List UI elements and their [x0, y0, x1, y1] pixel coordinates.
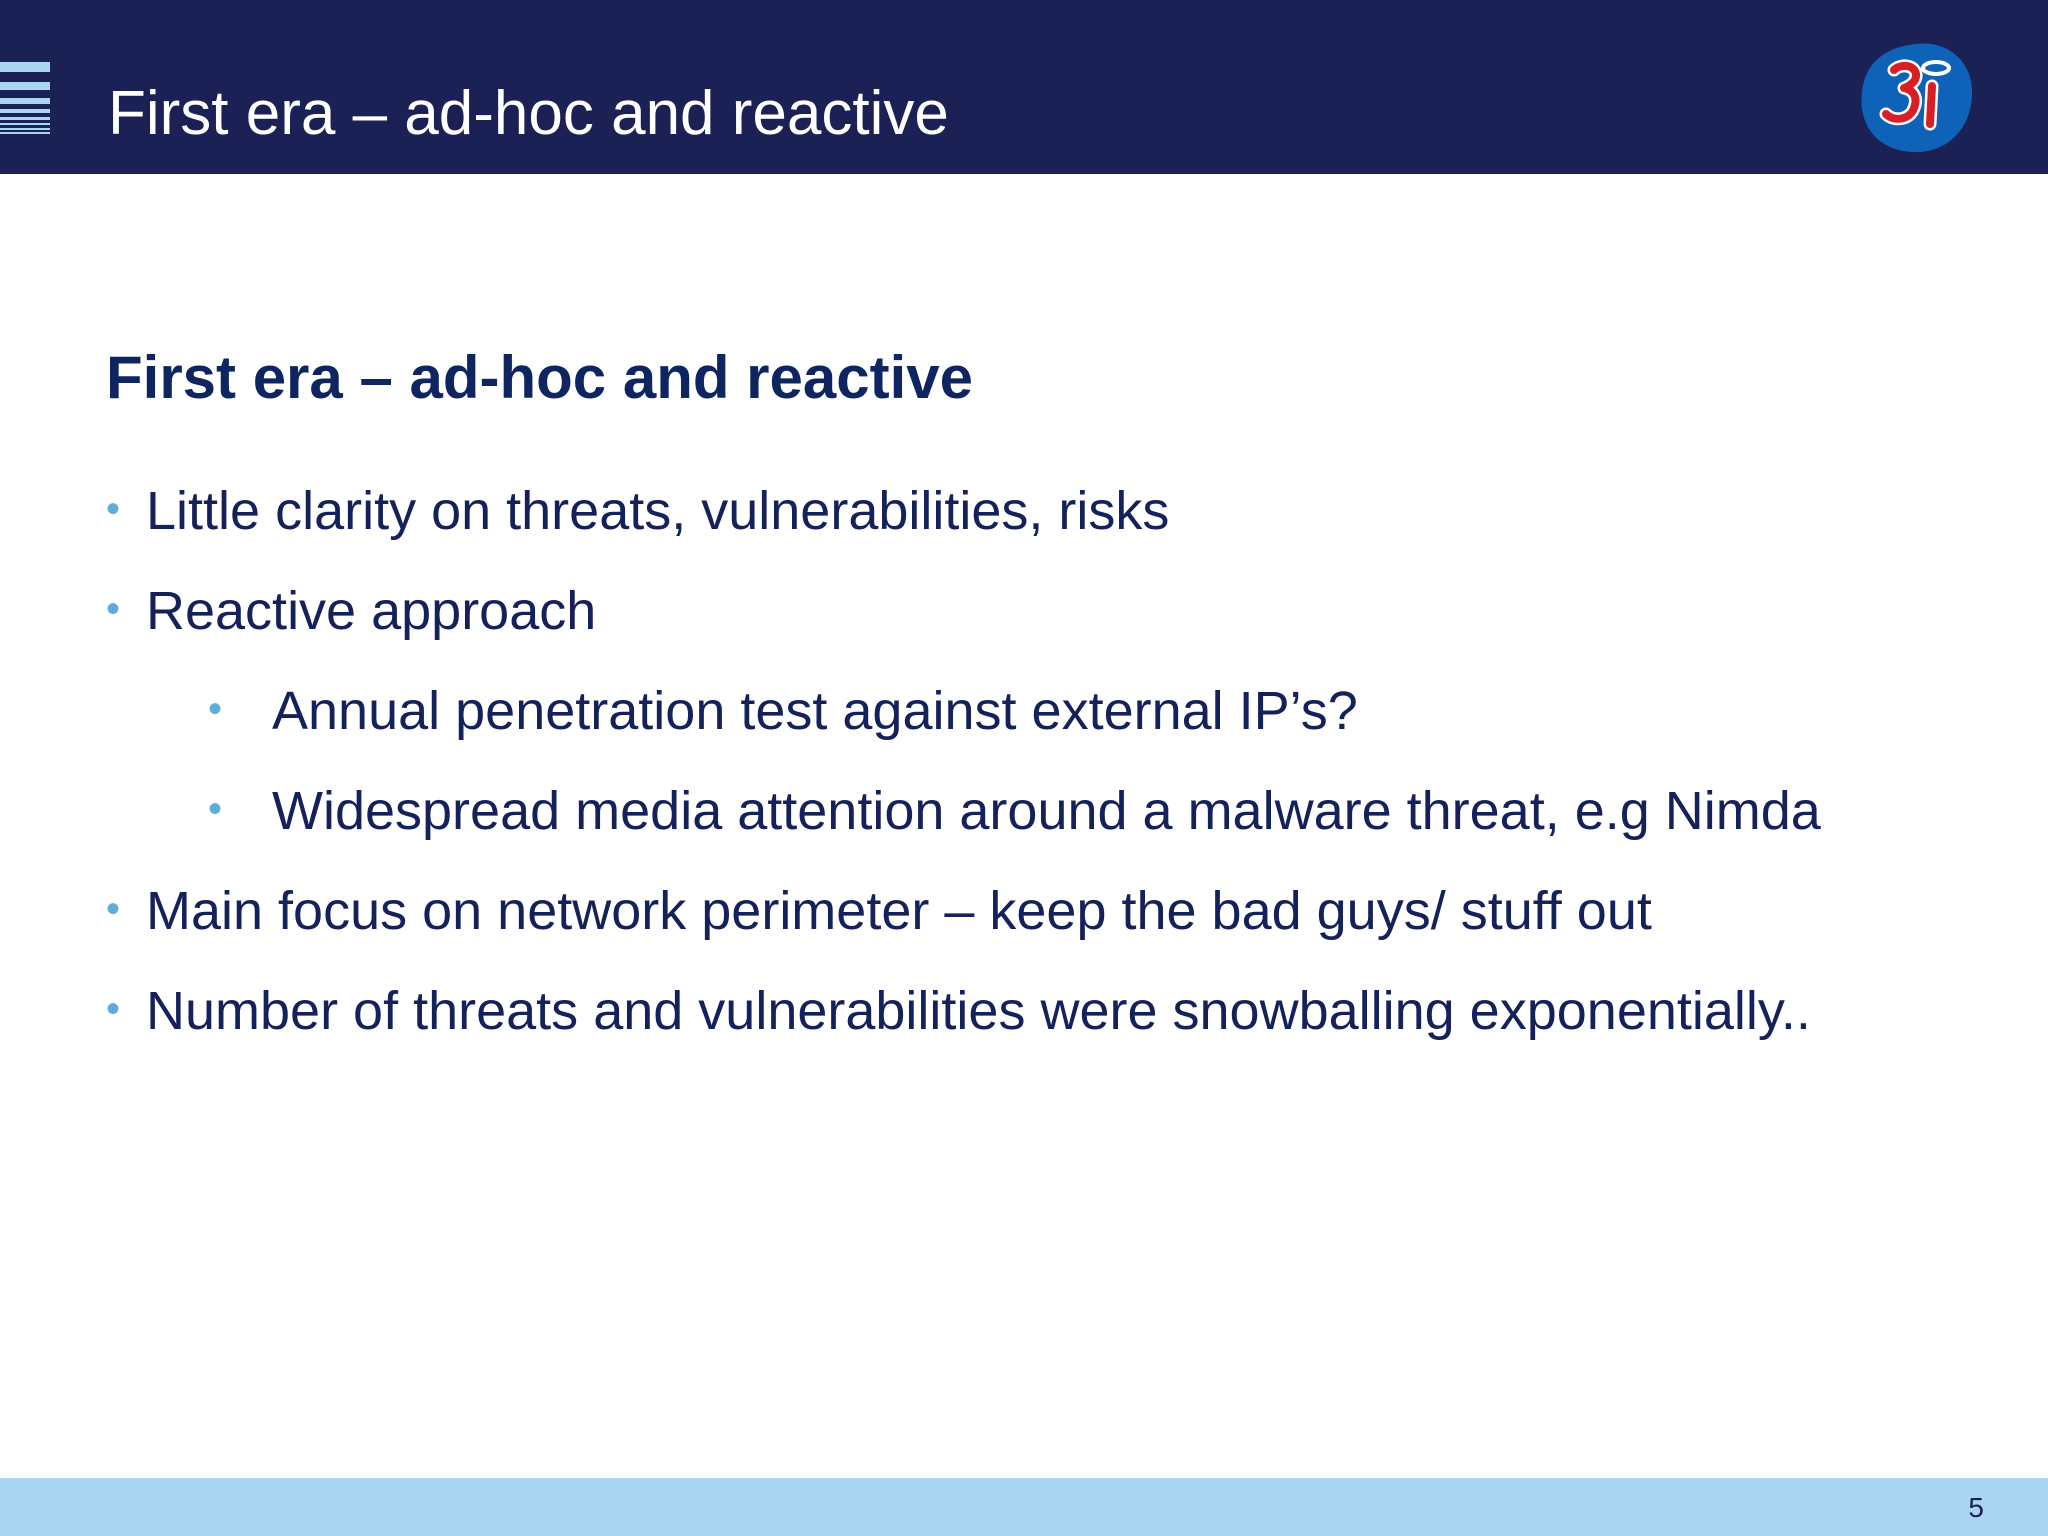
content-title: First era – ad-hoc and reactive	[106, 344, 974, 411]
3i-logo	[1856, 40, 1976, 156]
page-number: 5	[1968, 1492, 1984, 1523]
bullet-text: Number of threats and vulnerabilities were snowballing exponentially..	[146, 981, 1811, 1041]
bullet-dot-icon: •	[106, 987, 121, 1031]
header-stripes-decoration	[0, 62, 50, 134]
bullet-text: Widespread media attention around a malware threat, e.g Nimda	[272, 781, 1821, 841]
bullet-dot-icon: •	[106, 887, 121, 931]
bullet-text: Reactive approach	[146, 581, 597, 641]
bullet-text: Little clarity on threats, vulnerabilities, risks	[146, 481, 1170, 541]
header-title: First era – ad-hoc and reactive	[108, 79, 949, 148]
bullet-dot-icon: •	[106, 587, 121, 631]
bullet-dot-icon: •	[106, 487, 121, 531]
bullet-text: Annual penetration test against external IP’s?	[272, 681, 1358, 741]
bullet-dot-icon: •	[208, 787, 223, 831]
bullet-text: Main focus on network perimeter – keep the bad guys/ stuff out	[146, 881, 1652, 941]
footer-bar	[0, 1478, 2048, 1536]
header-bar	[0, 0, 2048, 174]
bullet-dot-icon: •	[208, 687, 223, 731]
